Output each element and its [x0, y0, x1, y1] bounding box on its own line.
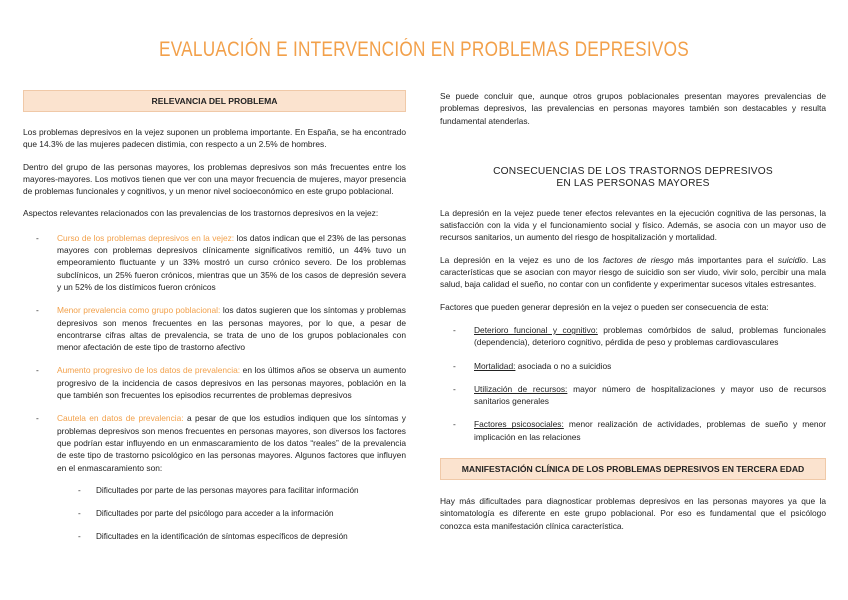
list-item [23, 364, 406, 401]
masking-factors-list [23, 485, 406, 543]
paragraph: Los problemas depresivos en la vejez suponen un problema importante. En España, se ha encontrado que 14.3% de las mujeres padecen distimia, con respecto a un 2.5% de hombres. [23, 127, 406, 150]
section-subtitle-consecuencias [440, 166, 826, 190]
list-item [440, 383, 826, 408]
item-text: los datos indican que el 23% de las personas mayores con problemas depresivos clínicamente significativos remitió, un 44% tuvo un empeoramiento fluctuante y un 33% mostró un curso crónico severo. De los problemas subclínicos, un 25% fueron crónicos, mientras que un 35% de los casos de depresión severa y un 52% de los distímicos fueron crónicos [57, 232, 407, 292]
sub-list-item: - Dificultades por parte de las personas mayores para facilitar información [23, 485, 406, 497]
prevalence-aspects-list [23, 232, 406, 474]
list-item [23, 304, 406, 353]
paragraph: Factores que pueden generar depresión en la vejez o pueden ser consecuencia de esta: [440, 301, 769, 312]
item-highlight: Curso de los problemas depresivos en la vejez: [57, 232, 235, 243]
list-item [23, 412, 406, 473]
item-highlight: Aumento progresivo de los datos de prevalencia: [57, 365, 241, 376]
paragraph: Dentro del grupo de las personas mayores, los problemas depresivos son más frecuentes entre los mayores-mayores. Los motivos tienen que ver con una mayor frecuencia de mujeres, mayor presencia de problemas funcionales y cognitivos, y un menor nivel socioeconómico en este grupo poblacional. [23, 161, 406, 197]
item-text: en los últimos años se observa un aumento progresivo de la incidencia de casos depresivos en las personas mayores, población en la que también son frecuentes los episodios recurrentes de problemas depresivos [57, 365, 406, 401]
factor-text: problemas comórbidos de salud, problemas funcionales (dependencia), deterioro cognitivo, pérdida de peso y problemas cardiovasculares [474, 324, 826, 348]
list-item [440, 360, 826, 372]
factor-label: Mortalidad: [474, 360, 516, 371]
paragraph [440, 254, 826, 291]
text-run: . Las características que se asocian con mayor riesgo de suicidio son ser viudo, vivir solo, percibir una mala salud, baja calidad el sueño, no contar con un confidente y experimentar sucesos vitales estresantes. [440, 254, 826, 290]
item-highlight: Menor prevalencia como grupo poblacional: [57, 305, 221, 316]
text-run: La depresión en la vejez es uno de los [440, 254, 604, 265]
item-text: a pesar de que los estudios indiquen que los síntomas y problemas depresivos son menos frecuentes en personas mayores, son diversos los factores que podrían estar influyendo en un enmascaramiento de los datos “reales” de la prevalencia de este tipo de trastorno psicológico en las personas mayores. Algunos factores que influyen en el enmascaramiento son: [57, 413, 406, 473]
factor-text: mayor número de hospitalizaciones y mayor uso de recursos sanitarios generales [474, 383, 827, 407]
paragraph: Aspectos relevantes relacionados con las prevalencias de los trastornos depresivos en la vejez: [23, 208, 379, 219]
text-run: más importantes para el [673, 254, 778, 265]
subtitle-line: EN LAS PERSONAS MAYORES [556, 177, 710, 189]
section-header-relevancia: RELEVANCIA DEL PROBLEMA [23, 90, 406, 112]
subtitle-line: CONSECUENCIAS DE LOS TRASTORNOS DEPRESIVOS [493, 165, 773, 177]
factor-label: Factores psicosociales: [474, 419, 564, 430]
paragraph: La depresión en la vejez puede tener efectos relevantes en la ejecución cognitiva de las personas, la satisfacción con la vida y el funcionamiento social y físico. Además, se asocia con un mayor uso de recursos sanitarios, un aumento del riesgo de hospitalización y mortalidad. [440, 207, 826, 243]
factor-text: menor realización de actividades, problemas de sueño y menor implicación en las relaciones [474, 419, 826, 442]
item-text: los datos sugieren que los síntomas y problemas depresivos son menos frecuentes en las personas mayores, por lo que, a pesar de encontrarse cifras altas de prevalencia, se trata de uno de los grupos poblacionales con menor afectación de este tipo de trastorno afectivo [57, 305, 406, 353]
section-header-manifestacion: MANIFESTACIÓN CLÍNICA DE LOS PROBLEMAS DEPRESIVOS EN TERCERA EDAD [440, 458, 826, 480]
emphasis: suicidio [777, 254, 806, 265]
factor-text: asociada o no a suicidios [515, 360, 612, 371]
right-column [440, 90, 826, 532]
sub-list-item: - Dificultades en la identificación de síntomas específicos de depresión [23, 531, 406, 543]
emphasis: factores de riesgo [603, 254, 674, 265]
depression-factors-list [440, 324, 826, 443]
page-title: EVALUACIÓN E INTERVENCIÓN EN PROBLEMAS DEPRESIVOS [158, 38, 690, 61]
paragraph: Hay más dificultades para diagnosticar problemas depresivos en las personas mayores ya que la sintomatología es diferente en este grupo poblacional. Por eso es fundamental que el psicólogo conozca esta manifestación clínica característica. [440, 496, 826, 531]
paragraph: Se puede concluir que, aunque otros grupos poblacionales presentan mayores prevalencias de problemas depresivos, las prevalencias en personas mayores también son destacables y resulta fundamental atenderlas. [440, 91, 826, 126]
factor-label: Utilización de recursos: [474, 383, 568, 394]
list-item [440, 324, 826, 349]
list-item [440, 418, 826, 443]
factor-label: Deterioro funcional y cognitivo: [474, 324, 598, 335]
sub-list-item: - Dificultades por parte del psicólogo para acceder a la información [23, 508, 406, 520]
item-highlight: Cautela en datos de prevalencia: [57, 413, 184, 424]
left-column [23, 90, 406, 554]
list-item [23, 232, 406, 293]
